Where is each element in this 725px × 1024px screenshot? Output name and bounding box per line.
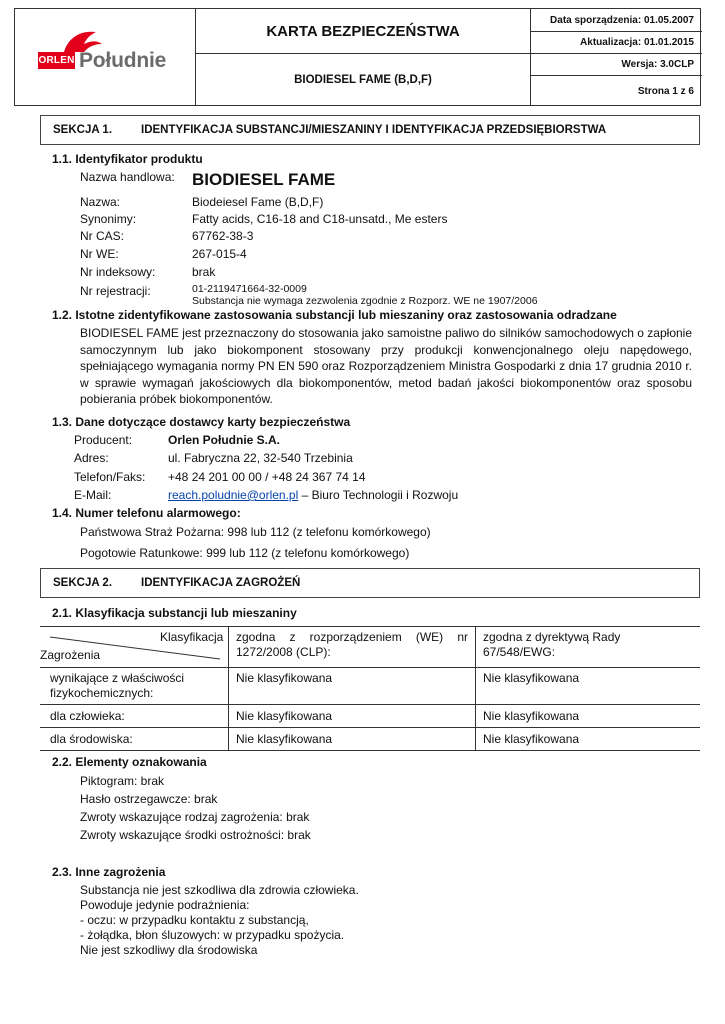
section-title: IDENTYFIKACJA ZAGROŻEŃ — [141, 577, 301, 589]
name-value: Biodeiesel Fame (B,D,F) — [192, 195, 324, 209]
row-physchem-clp: Nie klasyfikowana — [236, 671, 333, 685]
heading-1-3: 1.3. Dane dotyczące dostawcy karty bezpieczeństwa — [52, 415, 351, 429]
email-label: E-Mail: — [74, 488, 112, 502]
corner-classification: Klasyfikacja — [160, 630, 224, 644]
row-physchem-label: wynikające z właściwości fizykochemicznych: — [50, 671, 185, 700]
fire-brigade-phone: Państwowa Straż Pożarna: 998 lub 112 (z telefonu komórkowego) — [80, 525, 431, 539]
row-env-label: dla środowiska: — [50, 732, 133, 746]
registration-label: Nr rejestracji: — [80, 284, 151, 298]
index-label: Nr indeksowy: — [80, 265, 156, 279]
heading-2-1: 2.1. Klasyfikacja substancji lub mieszaniny — [52, 606, 297, 620]
uses-paragraph: BIODIESEL FAME jest przeznaczony do stosowania jako samoistne paliwo do silników samochodowych o zapłonie samoczynnym lub jako biokomponent stosowany przy produkcji konwencjonalnego oleju napędowego, spełniającego wymagania normy PN EN 590 oraz Rozporządzeniem Ministra Gospodarki z dnia 17 grudnia 2010 r. w sprawie wymagań jakościowych dla biokomponentów, metod badań jakości biokomponentów oraz sposobu pobierania próbek biokomponentów. — [80, 326, 692, 406]
registration-value: 01-2119471664-32-0009 — [192, 283, 307, 295]
logo-name: Południe — [79, 49, 167, 72]
email-suffix: – Biuro Technologii i Rozwoju — [298, 488, 459, 502]
cas-value: 67762-38-3 — [192, 229, 254, 243]
trade-name-label: Nazwa handlowa: — [80, 170, 175, 184]
index-value: brak — [192, 265, 216, 279]
corner-hazards: Zagrożenia — [40, 648, 101, 662]
address-label: Adres: — [74, 451, 109, 465]
row-env-dir: Nie klasyfikowana — [483, 732, 580, 746]
doc-title: KARTA BEZPIECZEŃSTWA — [266, 22, 460, 40]
we-value: 267-015-4 — [192, 247, 247, 261]
version: Wersja: 3.0CLP — [621, 59, 694, 70]
synonyms-value: Fatty acids, C16-18 and C18-unsatd., Me esters — [192, 212, 448, 226]
row-physchem-dir: Nie klasyfikowana — [483, 671, 580, 685]
pictogram: Piktogram: brak — [80, 774, 165, 788]
registration-note: Substancja nie wymaga zezwolenia zgodnie z Rozporz. WE ne 1907/2006 — [192, 295, 538, 307]
heading-2-3: 2.3. Inne zagrożenia — [52, 865, 166, 879]
section-number: SEKCJA 1. — [53, 124, 113, 136]
cas-label: Nr CAS: — [80, 229, 125, 243]
classification-table — [40, 626, 700, 751]
signal-word: Hasło ostrzegawcze: brak — [80, 792, 218, 806]
page-number: Strona 1 z 6 — [637, 85, 694, 97]
other-hazards-2: Powoduje jedynie podrażnienia: — [80, 898, 250, 912]
ambulance-phone: Pogotowie Ratunkowe: 999 lub 112 (z telefonu komórkowego) — [80, 546, 410, 560]
we-label: Nr WE: — [80, 247, 119, 261]
email-link[interactable]: reach.poludnie@orlen.pl — [168, 488, 299, 502]
other-hazards-4: - żołądka, błon śluzowych: w przypadku spożycia. — [80, 928, 345, 942]
date-created: Data sporządzenia: 01.05.2007 — [550, 14, 694, 26]
hazard-statements: Zwroty wskazujące rodzaj zagrożenia: brak — [80, 810, 310, 824]
producer-label: Producent: — [74, 433, 133, 447]
product-name-header: BIODIESEL FAME (B,D,F) — [294, 74, 432, 86]
synonyms-label: Synonimy: — [80, 212, 137, 226]
other-hazards-3: - oczu: w przypadku kontaktu z substancją, — [80, 913, 309, 927]
update-date: Aktualizacja: 01.01.2015 — [580, 37, 694, 48]
name-label: Nazwa: — [80, 195, 121, 209]
address-value: ul. Fabryczna 22, 32-540 Trzebinia — [168, 451, 353, 465]
row-env-clp: Nie klasyfikowana — [236, 732, 333, 746]
row-human-clp: Nie klasyfikowana — [236, 709, 333, 723]
other-hazards-1: Substancja nie jest szkodliwa dla zdrowia człowieka. — [80, 883, 359, 897]
row-human-dir: Nie klasyfikowana — [483, 709, 580, 723]
heading-2-2: 2.2. Elementy oznakowania — [52, 755, 207, 769]
trade-name: BIODIESEL FAME — [192, 170, 336, 189]
row-human-label: dla człowieka: — [50, 709, 125, 723]
col-clp-header: zgodna z rozporządzeniem (WE) nr 1272/2008 (CLP): — [236, 630, 468, 659]
section-number: SEKCJA 2. — [53, 577, 113, 589]
logo-brand: ORLEN — [38, 52, 75, 69]
heading-1-1: 1.1. Identyfikator produktu — [52, 152, 203, 166]
precautionary-statements: Zwroty wskazujące środki ostrożności: brak — [80, 828, 311, 842]
section-2-header — [40, 568, 700, 598]
section-title: IDENTYFIKACJA SUBSTANCJI/MIESZANINY I IDENTYFIKACJA PRZEDSIĘBIORSTWA — [141, 124, 607, 136]
section-1-header — [40, 115, 700, 145]
producer-value: Orlen Południe S.A. — [168, 433, 281, 447]
phone-value: +48 24 201 00 00 / +48 24 367 74 14 — [168, 470, 366, 484]
heading-1-2: 1.2. Istotne zidentyfikowane zastosowania substancji lub mieszaniny oraz zastosowania odradzane — [52, 308, 617, 322]
col-directive-header: zgodna z dyrektywą Rady 67/548/EWG: — [483, 630, 621, 659]
other-hazards-5: Nie jest szkodliwy dla środowiska — [80, 943, 258, 957]
phone-label: Telefon/Faks: — [74, 470, 146, 484]
heading-1-4: 1.4. Numer telefonu alarmowego: — [52, 506, 241, 520]
email-line — [168, 488, 458, 502]
